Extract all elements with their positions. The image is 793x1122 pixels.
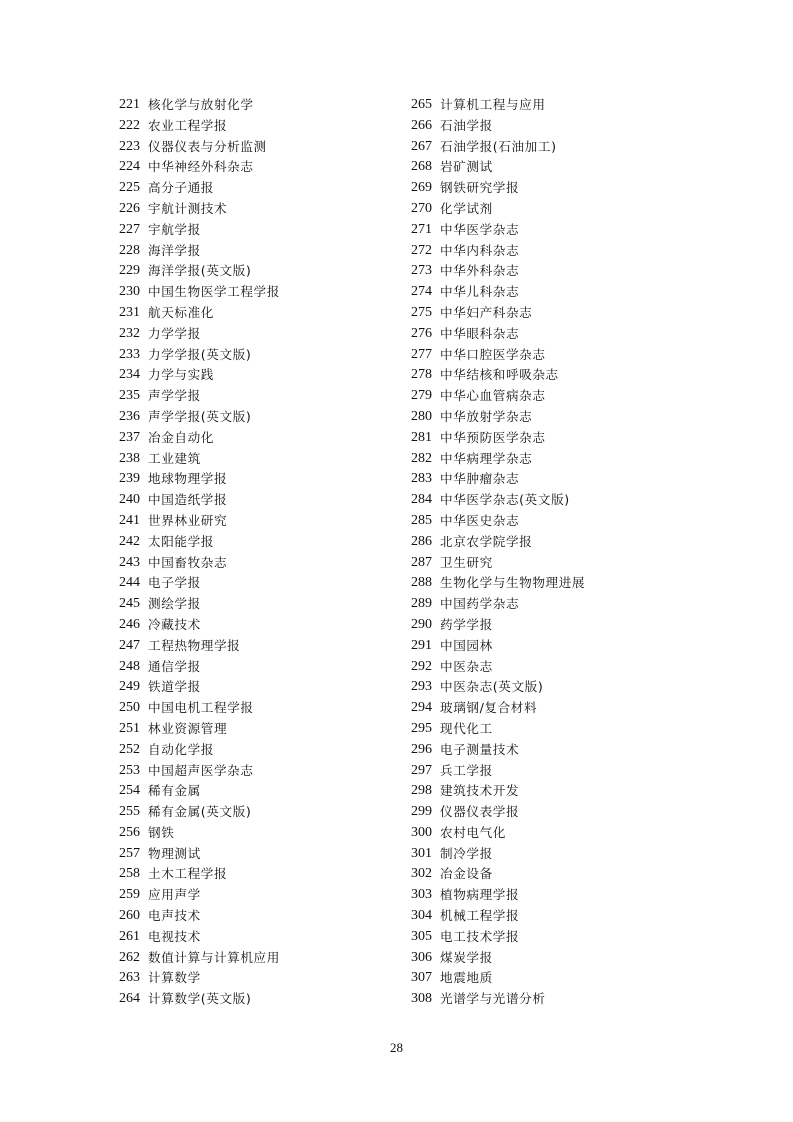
journal-entry: [411, 989, 585, 1010]
journal-entry: [411, 740, 585, 761]
journal-name: 中国超声医学杂志: [148, 762, 254, 778]
journal-name: 化学试剂: [440, 200, 493, 216]
entry-number: 306: [411, 949, 432, 965]
entry-number: 222: [119, 117, 140, 133]
journal-name: 力学学报: [148, 325, 201, 341]
entry-number: 304: [411, 908, 432, 924]
entry-number: 248: [119, 658, 140, 674]
entry-number: 242: [119, 533, 140, 549]
journal-name: 中华病理学杂志: [440, 450, 533, 466]
entry-number: 251: [119, 720, 140, 736]
entry-number: 238: [119, 450, 140, 466]
journal-name: 力学学报(英文版): [148, 346, 252, 362]
journal-entry: [411, 137, 585, 158]
journal-name: 电工技术学报: [440, 928, 520, 944]
entry-number: 266: [411, 117, 432, 133]
journal-entry: [119, 677, 280, 698]
journal-entry: [119, 199, 280, 220]
journal-entry: [411, 157, 585, 178]
entry-number: 237: [119, 429, 140, 445]
journal-name: 计算数学(英文版): [148, 991, 252, 1007]
journal-name: 稀有金属(英文版): [148, 804, 252, 820]
journal-name: 中华口腔医学杂志: [440, 346, 546, 362]
journal-entry: [411, 199, 585, 220]
journal-name: 林业资源管理: [148, 720, 228, 736]
journal-entry: [119, 407, 280, 428]
entry-number: 262: [119, 949, 140, 965]
journal-name: 稀有金属: [148, 783, 201, 799]
journal-name: 生物化学与生物物理进展: [440, 575, 586, 591]
journal-name: 岩矿测试: [440, 159, 493, 175]
entry-number: 284: [411, 492, 432, 508]
journal-entry: [119, 657, 280, 678]
journal-entry: [119, 365, 280, 386]
entry-number: 234: [119, 367, 140, 383]
journal-entry: [119, 594, 280, 615]
journal-name: 中华放射学杂志: [440, 408, 533, 424]
journal-name: 中国电机工程学报: [148, 700, 254, 716]
journal-entry: [119, 490, 280, 511]
journal-entry: [119, 137, 280, 158]
entry-number: 268: [411, 159, 432, 175]
journal-entry: [411, 802, 585, 823]
entry-number: 261: [119, 928, 140, 944]
entry-number: 269: [411, 180, 432, 196]
journal-entry: [119, 469, 280, 490]
journal-entry: [411, 657, 585, 678]
entry-number: 292: [411, 658, 432, 674]
entry-number: 290: [411, 616, 432, 632]
entry-number: 245: [119, 596, 140, 612]
journal-name: 仪器仪表与分析监测: [148, 138, 267, 154]
entry-number: 301: [411, 845, 432, 861]
journal-entry: [119, 823, 280, 844]
journal-name: 中华儿科杂志: [440, 284, 520, 300]
journal-name: 机械工程学报: [440, 908, 520, 924]
entry-number: 288: [411, 575, 432, 591]
journal-entry: [411, 490, 585, 511]
journal-entry: [119, 906, 280, 927]
entry-number: 279: [411, 388, 432, 404]
journal-name: 中华医学杂志(英文版): [440, 492, 570, 508]
entry-number: 236: [119, 408, 140, 424]
journal-entry: [119, 345, 280, 366]
journal-entry: [411, 449, 585, 470]
journal-entry: [119, 428, 280, 449]
journal-name: 电子测量技术: [440, 741, 520, 757]
journal-name: 中华心血管病杂志: [440, 388, 546, 404]
journal-name: 物理测试: [148, 845, 201, 861]
journal-name: 测绘学报: [148, 596, 201, 612]
journal-entry: [411, 677, 585, 698]
journal-name: 中国园林: [440, 637, 493, 653]
journal-entry: [411, 261, 585, 282]
entry-number: 280: [411, 408, 432, 424]
journal-entry: [411, 823, 585, 844]
journal-name: 中医杂志: [440, 658, 493, 674]
journal-entry: [411, 428, 585, 449]
journal-name: 海洋学报(英文版): [148, 263, 252, 279]
journal-entry: [119, 740, 280, 761]
journal-name: 北京农学院学报: [440, 533, 533, 549]
journal-entry: [119, 615, 280, 636]
entry-number: 253: [119, 762, 140, 778]
journal-entry: [119, 864, 280, 885]
entry-number: 272: [411, 242, 432, 258]
entry-number: 278: [411, 367, 432, 383]
journal-entry: [411, 365, 585, 386]
entry-number: 308: [411, 991, 432, 1007]
journal-name: 中华医学杂志: [440, 221, 520, 237]
journal-entry: [411, 407, 585, 428]
entry-number: 294: [411, 700, 432, 716]
journal-name: 中国药学杂志: [440, 596, 520, 612]
journal-name: 药学学报: [440, 616, 493, 632]
entry-number: 240: [119, 492, 140, 508]
journal-name: 中华外科杂志: [440, 263, 520, 279]
entry-number: 246: [119, 616, 140, 632]
journal-entry: [411, 282, 585, 303]
journal-name: 土木工程学报: [148, 866, 228, 882]
journal-name: 制冷学报: [440, 845, 493, 861]
journal-name: 兵工学报: [440, 762, 493, 778]
journal-entry: [119, 636, 280, 657]
journal-entry: [119, 948, 280, 969]
page-number: 28: [390, 1040, 403, 1055]
journal-name: 中国生物医学工程学报: [148, 284, 280, 300]
journal-name: 光谱学与光谱分析: [440, 991, 546, 1007]
journal-entry: [411, 864, 585, 885]
journal-name: 钢铁: [148, 824, 175, 840]
journal-name: 电子学报: [148, 575, 201, 591]
journal-name: 农村电气化: [440, 824, 506, 840]
entry-number: 295: [411, 720, 432, 736]
journal-name: 中华妇产科杂志: [440, 304, 533, 320]
journal-name: 农业工程学报: [148, 117, 228, 133]
entry-number: 287: [411, 554, 432, 570]
journal-name: 中华神经外科杂志: [148, 159, 254, 175]
entry-number: 299: [411, 804, 432, 820]
journal-entry: [411, 553, 585, 574]
journal-name: 应用声学: [148, 887, 201, 903]
journal-entry: [119, 303, 280, 324]
journal-entry: [411, 948, 585, 969]
journal-entry: [119, 282, 280, 303]
entry-number: 281: [411, 429, 432, 445]
entry-number: 223: [119, 138, 140, 154]
entry-number: 247: [119, 637, 140, 653]
journal-entry: [119, 844, 280, 865]
journal-name: 冶金设备: [440, 866, 493, 882]
journal-name: 数值计算与计算机应用: [148, 949, 280, 965]
entry-number: 232: [119, 325, 140, 341]
journal-name: 煤炭学报: [440, 949, 493, 965]
journal-entry: [411, 594, 585, 615]
journal-entry: [119, 968, 280, 989]
journal-name: 石油学报: [440, 117, 493, 133]
journal-entry: [411, 95, 585, 116]
journal-entry: [411, 116, 585, 137]
journal-entry: [119, 324, 280, 345]
journal-name: 冶金自动化: [148, 429, 214, 445]
journal-name: 海洋学报: [148, 242, 201, 258]
entry-number: 228: [119, 242, 140, 258]
journal-name: 力学与实践: [148, 367, 214, 383]
entry-number: 258: [119, 866, 140, 882]
entry-number: 263: [119, 970, 140, 986]
entry-number: 300: [411, 824, 432, 840]
entry-number: 260: [119, 908, 140, 924]
journal-name: 中医杂志(英文版): [440, 679, 544, 695]
entry-number: 277: [411, 346, 432, 362]
journal-entry: [119, 241, 280, 262]
journal-name: 地震地质: [440, 970, 493, 986]
journal-name: 建筑技术开发: [440, 783, 520, 799]
entry-number: 230: [119, 284, 140, 300]
journal-name: 声学学报: [148, 388, 201, 404]
entry-number: 298: [411, 783, 432, 799]
journal-entry: [411, 241, 585, 262]
entry-number: 221: [119, 97, 140, 112]
entry-number: 307: [411, 970, 432, 986]
journal-entry: [119, 553, 280, 574]
journal-entry: [411, 719, 585, 740]
journal-name: 高分子通报: [148, 180, 214, 196]
journal-name: 中华医史杂志: [440, 512, 520, 528]
journal-name: 中国畜牧杂志: [148, 554, 228, 570]
journal-name: 石油学报(石油加工): [440, 138, 557, 154]
journal-entry: [119, 761, 280, 782]
entry-number: 264: [119, 991, 140, 1007]
journal-entry: [411, 303, 585, 324]
entry-number: 250: [119, 700, 140, 716]
journal-entry: [119, 261, 280, 282]
journal-name: 植物病理学报: [440, 887, 520, 903]
journal-name: 钢铁研究学报: [440, 180, 520, 196]
journal-entry: [411, 532, 585, 553]
journal-name: 中华预防医学杂志: [440, 429, 546, 445]
journal-name: 中国造纸学报: [148, 492, 228, 508]
journal-entry: [119, 386, 280, 407]
journal-entry: [119, 95, 280, 116]
journal-name: 现代化工: [440, 720, 493, 736]
journal-name: 通信学报: [148, 658, 201, 674]
journal-name: 中华结核和呼吸杂志: [440, 367, 559, 383]
entry-number: 265: [411, 97, 432, 112]
journal-entry: [119, 989, 280, 1010]
journal-entry: [119, 802, 280, 823]
entry-number: 286: [411, 533, 432, 549]
entry-number: 273: [411, 263, 432, 279]
journal-entry: [411, 386, 585, 407]
journal-entry: [119, 532, 280, 553]
journal-name: 宇航学报: [148, 221, 201, 237]
journal-entry: [119, 178, 280, 199]
entry-number: 229: [119, 263, 140, 279]
journal-entry: [119, 573, 280, 594]
journal-entry: [411, 906, 585, 927]
entry-number: 276: [411, 325, 432, 341]
entry-number: 244: [119, 575, 140, 591]
journal-entry: [411, 968, 585, 989]
journal-name: 世界林业研究: [148, 512, 228, 528]
journal-name: 地球物理学报: [148, 471, 228, 487]
journal-name: 工程热物理学报: [148, 637, 241, 653]
journal-entry: [119, 698, 280, 719]
entry-number: 293: [411, 679, 432, 695]
entry-number: 274: [411, 284, 432, 300]
right-column-list: [411, 95, 585, 1010]
entry-number: 303: [411, 887, 432, 903]
journal-entry: [411, 636, 585, 657]
entry-number: 249: [119, 679, 140, 695]
journal-name: 电视技术: [148, 928, 201, 944]
journal-entry: [411, 469, 585, 490]
journal-entry: [411, 220, 585, 241]
entry-number: 297: [411, 762, 432, 778]
journal-entry: [411, 698, 585, 719]
entry-number: 296: [411, 741, 432, 757]
entry-number: 291: [411, 637, 432, 653]
entry-number: 235: [119, 388, 140, 404]
entry-number: 252: [119, 741, 140, 757]
journal-entry: [411, 345, 585, 366]
entry-number: 255: [119, 804, 140, 820]
entry-number: 302: [411, 866, 432, 882]
journal-entry: [411, 781, 585, 802]
journal-name: 核化学与放射化学: [148, 97, 254, 112]
entry-number: 227: [119, 221, 140, 237]
entry-number: 305: [411, 928, 432, 944]
journal-entry: [411, 761, 585, 782]
journal-entry: [411, 844, 585, 865]
journal-entry: [119, 116, 280, 137]
journal-name: 宇航计测技术: [148, 200, 228, 216]
entry-number: 267: [411, 138, 432, 154]
entry-number: 285: [411, 512, 432, 528]
entry-number: 243: [119, 554, 140, 570]
entry-number: 282: [411, 450, 432, 466]
journal-entry: [411, 178, 585, 199]
entry-number: 233: [119, 346, 140, 362]
entry-number: 271: [411, 221, 432, 237]
journal-name: 计算机工程与应用: [440, 97, 546, 112]
journal-name: 自动化学报: [148, 741, 214, 757]
entry-number: 224: [119, 159, 140, 175]
journal-name: 仪器仪表学报: [440, 804, 520, 820]
journal-entry: [411, 885, 585, 906]
journal-name: 玻璃钢/复合材料: [440, 700, 538, 716]
entry-number: 241: [119, 512, 140, 528]
journal-name: 中华内科杂志: [440, 242, 520, 258]
entry-number: 270: [411, 200, 432, 216]
journal-entry: [411, 511, 585, 532]
journal-name: 计算数学: [148, 970, 201, 986]
journal-entry: [411, 573, 585, 594]
journal-entry: [119, 927, 280, 948]
entry-number: 289: [411, 596, 432, 612]
entry-number: 239: [119, 471, 140, 487]
journal-name: 工业建筑: [148, 450, 201, 466]
journal-entry: [411, 927, 585, 948]
journal-entry: [119, 220, 280, 241]
entry-number: 257: [119, 845, 140, 861]
entry-number: 254: [119, 783, 140, 799]
journal-entry: [119, 781, 280, 802]
journal-name: 中华眼科杂志: [440, 325, 520, 341]
journal-name: 冷藏技术: [148, 616, 201, 632]
entry-number: 256: [119, 824, 140, 840]
journal-entry: [411, 324, 585, 345]
entry-number: 231: [119, 304, 140, 320]
journal-name: 太阳能学报: [148, 533, 214, 549]
journal-name: 中华肿瘤杂志: [440, 471, 520, 487]
entry-number: 283: [411, 471, 432, 487]
journal-name: 航天标准化: [148, 304, 214, 320]
entry-number: 275: [411, 304, 432, 320]
journal-entry: [119, 511, 280, 532]
journal-entry: [411, 615, 585, 636]
journal-name: 卫生研究: [440, 554, 493, 570]
left-column-list: [119, 95, 280, 1010]
journal-name: 电声技术: [148, 908, 201, 924]
journal-entry: [119, 157, 280, 178]
journal-name: 铁道学报: [148, 679, 201, 695]
journal-entry: [119, 449, 280, 470]
journal-entry: [119, 885, 280, 906]
journal-name: 声学学报(英文版): [148, 408, 252, 424]
entry-number: 225: [119, 180, 140, 196]
journal-entry: [119, 719, 280, 740]
entry-number: 226: [119, 200, 140, 216]
entry-number: 259: [119, 887, 140, 903]
